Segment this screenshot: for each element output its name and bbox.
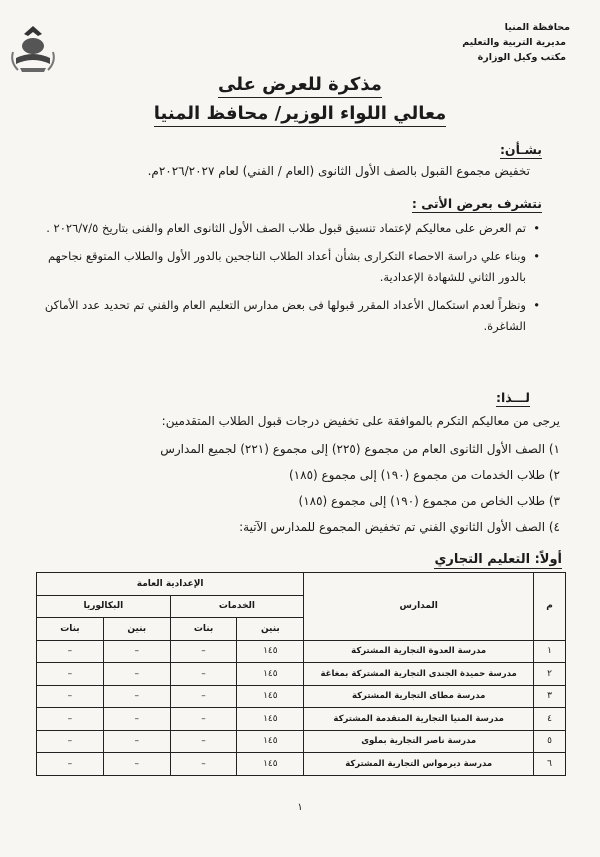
cell-value: ١٤٥: [237, 753, 304, 776]
row-num: ١: [534, 640, 566, 663]
cell-value: –: [170, 730, 237, 753]
table-row: [37, 730, 566, 753]
table-row: [37, 708, 566, 731]
request-items: [40, 436, 560, 540]
schools-table: [36, 572, 566, 776]
header-line-directorate: مديرية التربية والتعليم: [462, 37, 566, 48]
cell-value: ١٤٥: [237, 730, 304, 753]
cell-value: –: [37, 753, 104, 776]
cell-value: –: [37, 730, 104, 753]
cell-value: –: [103, 730, 170, 753]
cell-value: –: [37, 708, 104, 731]
school-name: مدرسة حميدة الجندى التجارية المشتركة بمغاغة: [304, 663, 534, 686]
table-row: [37, 685, 566, 708]
row-num: ٤: [534, 708, 566, 731]
school-name: مدرسة مطاى التجارية المشتركة: [304, 685, 534, 708]
cell-value: –: [37, 663, 104, 686]
header-authority: [430, 20, 570, 65]
memo-addressee: معالي اللواء الوزير/ محافظ المنيا: [0, 103, 600, 124]
row-num: ٢: [534, 663, 566, 686]
cell-value: –: [103, 708, 170, 731]
row-num: ٦: [534, 753, 566, 776]
header-school: المدارس: [304, 573, 534, 641]
row-num: ٥: [534, 730, 566, 753]
cell-value: –: [170, 640, 237, 663]
school-name: مدرسة ناصر التجارية بملوى: [304, 730, 534, 753]
school-name: مدرسة ديرمواس التجارية المشتركة: [304, 753, 534, 776]
request-intro: يرجى من معاليكم التكرم بالموافقة على تخفيض درجات قبول الطلاب المتقدمين:: [161, 414, 560, 428]
presentation-bullets: [40, 218, 540, 344]
header-services: الخدمات: [170, 595, 304, 618]
page-number: ١: [297, 802, 303, 813]
list-item: ٤) الصف الأول الثانوي الفني تم تخفيض المجموع للمدارس الآتية:: [239, 520, 560, 534]
cell-value: –: [103, 663, 170, 686]
cell-value: ١٤٥: [237, 663, 304, 686]
header-baccalaureate: البكالوريا: [37, 595, 171, 618]
list-item: ١) الصف الأول الثانوى العام من مجموع (٢٢٥) إلى مجموع (٢٢١) لجميع المدارس: [160, 442, 560, 456]
school-name: مدرسة العدوة التجارية المشتركة: [304, 640, 534, 663]
table-row: [37, 753, 566, 776]
section-heading: أولاً: التعليم التجاري: [434, 552, 562, 567]
list-item: • ونظراً لعدم استكمال الأعداد المقرر قبولها فى بعض مدارس التعليم العام والفني تم تحديد عدد الأماكن الشاغرة.: [44, 298, 540, 333]
header-line-governorate: محافظة المنيا: [504, 22, 570, 33]
cell-value: –: [170, 753, 237, 776]
header-line-office: مكتب وكيل الوزارة: [477, 52, 566, 63]
cell-value: ١٤٥: [237, 708, 304, 731]
list-item: • تم العرض على معاليكم لإعتماد تنسيق قبول طلاب الصف الأول الثانوى العام والفنى بتاريخ ٢٠٢٦/٧/٥ .: [46, 221, 540, 235]
presentation-label: نتشرف بعرض الأتى :: [411, 196, 542, 211]
table-row: [37, 640, 566, 663]
header-girls: بنات: [170, 618, 237, 641]
header-girls: بنات: [37, 618, 104, 641]
school-name: مدرسة المنيا التجارية المتقدمة المشتركة: [304, 708, 534, 731]
cell-value: –: [170, 663, 237, 686]
cell-value: –: [103, 685, 170, 708]
subject-label: بشـأن:: [499, 142, 542, 157]
list-item: ٣) طلاب الخاص من مجموع (١٩٠) إلى مجموع (١٨٥): [298, 494, 560, 508]
request-label: لـــذا:: [495, 390, 530, 405]
memo-title: مذكرة للعرض على: [0, 74, 600, 95]
cell-value: –: [103, 753, 170, 776]
list-item: ٢) طلاب الخدمات من مجموع (١٩٠) إلى مجموع (١٨٥): [288, 468, 560, 482]
subject-text: تخفيض مجموع القبول بالصف الأول الثانوى (العام / الفني) لعام ٢٠٢٦/٢٠٢٧م.: [147, 164, 530, 178]
cell-value: –: [37, 685, 104, 708]
header-num: م: [534, 573, 566, 641]
cell-value: –: [170, 685, 237, 708]
cell-value: –: [170, 708, 237, 731]
cell-value: ١٤٥: [237, 640, 304, 663]
cell-value: –: [103, 640, 170, 663]
cell-value: ١٤٥: [237, 685, 304, 708]
emblem-logo-icon: [8, 22, 58, 76]
list-item: • وبناء علي دراسة الاحصاء التكرارى بشأن أعداد الطلاب الناجحين بالدور الأول والطلاب المتوقع نجاحهم بالدور الثاني للشهادة الإعدادية.: [48, 249, 540, 284]
cell-value: –: [37, 640, 104, 663]
row-num: ٣: [534, 685, 566, 708]
table-row: [37, 663, 566, 686]
header-general-prep: الإعدادية العامة: [37, 573, 304, 596]
header-boys: بنين: [237, 618, 304, 641]
header-boys: بنين: [103, 618, 170, 641]
